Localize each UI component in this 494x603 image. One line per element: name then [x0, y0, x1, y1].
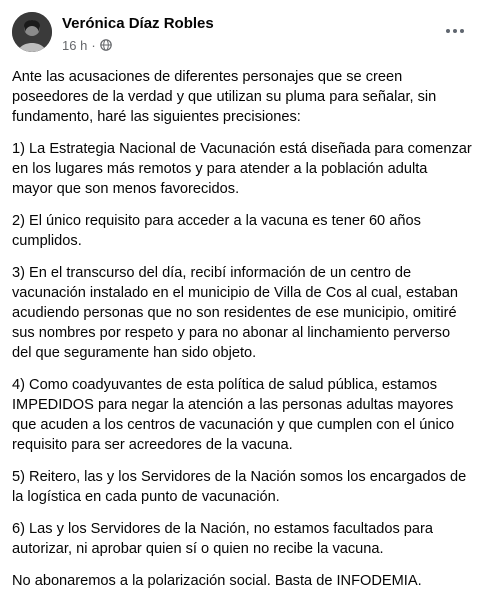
- post-meta: [62, 37, 112, 53]
- meta-separator: ·: [91, 37, 96, 53]
- post-paragraph: 2) El único requisito para acceder a la vacuna es tener 60 años cumplidos.: [12, 213, 421, 249]
- author-name[interactable]: Verónica Díaz Robles: [62, 15, 214, 32]
- post-paragraph: 5) Reitero, las y los Servidores de la Nación somos los encargados de la logística en cada punto de vacunación.: [12, 469, 467, 505]
- post-text: [12, 67, 472, 603]
- post-paragraph: 3) En el transcurso del día, recibí información de un centro de vacunación instalado en el municipio de Villa de Cos al cual, estaban acudiendo personas que no son residentes de ese municipio, omitiré sus nombres por respeto y para no abonar al linchamiento perverso del que seguramente han sido objeto.: [12, 265, 458, 361]
- post-paragraph: 6) Las y los Servidores de la Nación, no estamos facultados para autorizar, ni aprobar quien sí o quien no recibe la vacuna.: [12, 521, 434, 557]
- post-paragraph: Ante las acusaciones de diferentes personajes que se creen poseedores de la verdad y que utilizan su pluma para señalar, sin fundamento, haré las siguientes precisiones:: [12, 69, 437, 125]
- post-paragraph: 1) La Estrategia Nacional de Vacunación está diseñada para comenzar en los lugares más remotos y para atender a la población adulta mayor que son menos favorecidos.: [12, 141, 472, 197]
- post-paragraph: 4) Como coadyuvantes de esta política de salud pública, estamos IMPEDIDOS para negar la atención a las personas adultas mayores que acuden a los centros de vacunación y que cumplen con el único requisito para ser acreedores de la vacuna.: [12, 377, 455, 453]
- avatar-image: [12, 12, 52, 52]
- post-paragraph: No abonaremos a la polarización social. Basta de INFODEMIA.: [12, 573, 422, 589]
- globe-icon[interactable]: [100, 39, 112, 51]
- post-timestamp[interactable]: 16 h: [62, 37, 88, 53]
- post-header: [12, 12, 482, 56]
- avatar[interactable]: [12, 12, 52, 52]
- more-options-icon[interactable]: [440, 16, 470, 46]
